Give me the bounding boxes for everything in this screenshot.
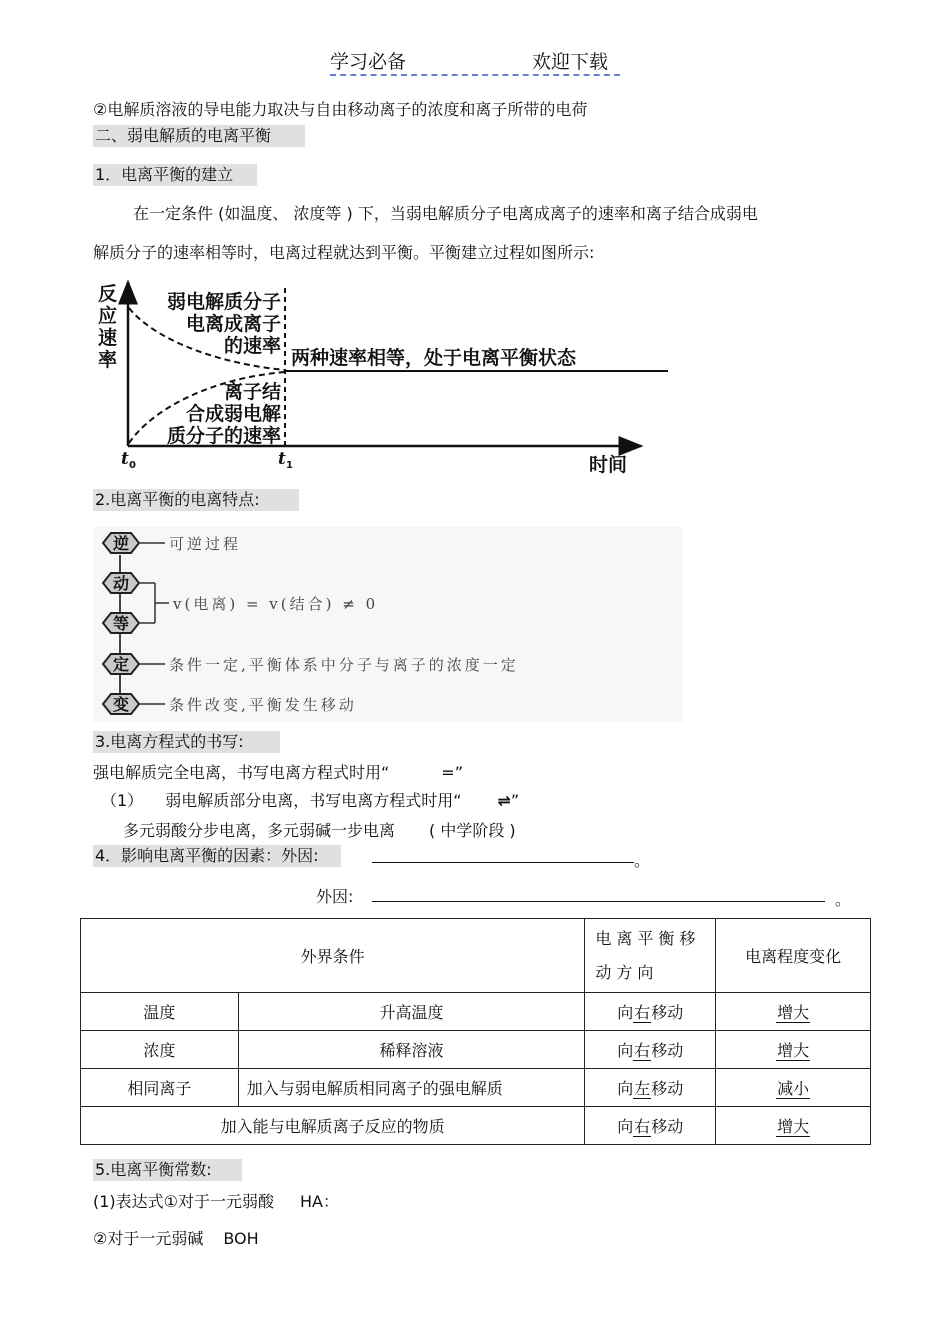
degree-value: 增大 <box>777 1041 810 1060</box>
row-category: 相同离子 <box>81 1069 239 1107</box>
header-degree: 电离程度变化 <box>716 919 871 993</box>
dir-prefix: 向 <box>617 1041 634 1060</box>
equilibrium-features-diagram <box>93 527 683 722</box>
x-axis-label: 时间 <box>589 454 628 476</box>
t0-subscript: 0 <box>129 460 136 471</box>
sub2-title <box>93 489 299 511</box>
sub2-title-text: 2.电离平衡的电离特点: <box>95 490 260 509</box>
dir-suffix: 移动 <box>651 1041 684 1060</box>
row-detail: 加入与弱电解质相同离子的强电解质 <box>238 1069 585 1107</box>
sub5-line1 <box>93 1189 339 1212</box>
y-label-4: 率 <box>98 349 118 371</box>
t1-label: t <box>278 449 286 469</box>
feature-ni-desc: 可逆过程 <box>169 535 242 553</box>
row-degree <box>716 993 871 1031</box>
row-direction <box>585 1031 716 1069</box>
section2-title <box>93 125 305 147</box>
feature-ding-desc: 条件一定,平衡体系中分子与离子的浓度一定 <box>169 656 519 674</box>
sub3-line1-text: 强电解质完全电离，书写电离方程式时用“ <box>93 763 390 782</box>
header-direction-line1: 电离平衡移 <box>595 928 701 948</box>
y-label-1: 反 <box>98 283 118 305</box>
dir-word: 左 <box>634 1079 651 1098</box>
header-left: 学习必备 <box>330 51 407 73</box>
rate-time-diagram <box>93 278 683 478</box>
feature-brace-desc: v(电离) = v(结合) ≠ 0 <box>173 595 379 613</box>
dir-word: 右 <box>634 1117 651 1136</box>
row-category: 温度 <box>81 993 239 1031</box>
table-row <box>81 993 871 1031</box>
header-condition: 外界条件 <box>81 919 585 993</box>
lower-label-2: 合成弱电解 <box>185 403 281 425</box>
sub4-title-text: 4．影响电离平衡的因素：外因: <box>95 846 319 865</box>
y-label-3: 速 <box>98 327 118 349</box>
sub5-title-text: 5.电离平衡常数: <box>95 1160 212 1179</box>
table-header-row <box>81 919 871 993</box>
section2-title-text: 二、弱电解质的电离平衡 <box>95 126 272 145</box>
row-direction <box>585 1107 716 1145</box>
conditions-table <box>80 918 871 1145</box>
sub1-title <box>93 164 257 186</box>
sub3-line2-text: 弱电解质部分电离，书写电离方程式时用“ <box>165 791 462 810</box>
dir-suffix: 移动 <box>651 1003 684 1022</box>
y-label-2: 应 <box>98 305 118 327</box>
sub1-para-line2: 解质分子的速率相等时，电离过程就达到平衡。平衡建立过程如图所示: <box>93 243 595 262</box>
sub3-line1 <box>93 760 463 783</box>
sub5-line2-text: ②对于一元弱碱 <box>93 1229 204 1248</box>
sub5-line1-formula: HA： <box>300 1192 339 1211</box>
row-detail: 加入能与电解质离子反应的物质 <box>81 1107 585 1145</box>
sub4-title <box>93 845 341 867</box>
row-degree <box>716 1031 871 1069</box>
dir-prefix: 向 <box>617 1117 634 1136</box>
dir-prefix: 向 <box>617 1079 634 1098</box>
row-detail: 稀释溶液 <box>238 1031 585 1069</box>
dir-suffix: 移动 <box>651 1117 684 1136</box>
header-dashed-underline <box>330 74 620 76</box>
hex-bian-text: 变 <box>112 695 130 714</box>
sub5-line1-text: (1)表达式①对于一元弱酸 <box>93 1192 275 1211</box>
degree-value: 增大 <box>777 1003 810 1022</box>
header-direction <box>585 919 716 993</box>
equals-symbol: = <box>441 763 455 782</box>
lower-label-1: 离子结 <box>223 381 281 403</box>
factors-blank-1 <box>372 862 634 863</box>
factors-end-1: 。 <box>634 851 651 870</box>
sub3-line3-note: ( 中学阶段 ) <box>429 821 516 840</box>
sub3-line2 <box>101 788 519 811</box>
upper-label-3: 的速率 <box>223 335 281 357</box>
reversible-arrow-icon: ⇌ <box>497 791 511 810</box>
sub3-line2-close-quote: ” <box>510 791 520 810</box>
intro-line: ②电解质溶液的导电能力取决与自由移动离子的浓度和离子所带的电荷 <box>93 100 588 119</box>
page-header <box>330 47 620 75</box>
upper-label-2: 电离成离子 <box>185 313 281 335</box>
sub3-line3-text: 多元弱酸分步电离，多元弱碱一步电离 <box>123 821 396 840</box>
factors-label-2: 外因: <box>316 887 354 906</box>
hex-ni-text: 逆 <box>112 534 130 553</box>
table-row <box>81 1069 871 1107</box>
sub1-para-line1: 在一定条件 (如温度、 浓度等 ) 下，当弱电解质分子电离成离子的速率和离子结合成弱电 <box>133 204 758 223</box>
dir-prefix: 向 <box>617 1003 634 1022</box>
factors-end-2: 。 <box>835 890 852 909</box>
row-category: 浓度 <box>81 1031 239 1069</box>
degree-value: 减小 <box>777 1079 810 1098</box>
sub3-line3 <box>123 818 516 841</box>
lower-label-3: 质分子的速率 <box>166 425 281 447</box>
table-row <box>81 1031 871 1069</box>
hex-ding-text: 定 <box>112 655 130 674</box>
sub3-line1-close-quote: ” <box>454 763 463 782</box>
factors-blank-2 <box>372 901 825 902</box>
sub5-line2 <box>93 1226 259 1249</box>
dir-suffix: 移动 <box>651 1079 684 1098</box>
header-right: 欢迎下载 <box>532 51 609 73</box>
sub1-title-text: 1．电离平衡的建立 <box>95 165 234 184</box>
sub5-title <box>93 1159 242 1181</box>
row-degree <box>716 1107 871 1145</box>
brace-connector <box>155 583 169 623</box>
sub3-line2-num: （1） <box>101 791 144 810</box>
row-degree <box>716 1069 871 1107</box>
dir-word: 右 <box>634 1041 651 1060</box>
row-direction <box>585 993 716 1031</box>
sub3-title <box>93 731 280 753</box>
sub3-title-text: 3.电离方程式的书写: <box>95 732 244 751</box>
hex-deng-text: 等 <box>112 614 130 633</box>
equilibrium-label: 两种速率相等，处于电离平衡状态 <box>291 347 577 369</box>
row-direction <box>585 1069 716 1107</box>
row-detail: 升高温度 <box>238 993 585 1031</box>
sub5-line2-formula: BOH <box>223 1229 259 1248</box>
upper-label-1: 弱电解质分子 <box>166 291 281 313</box>
header-direction-line2: 动方向 <box>595 962 659 982</box>
feature-bian-desc: 条件改变,平衡发生移动 <box>169 696 357 714</box>
dir-word: 右 <box>634 1003 651 1022</box>
t0-label: t <box>121 449 129 469</box>
t1-subscript: 1 <box>286 460 293 471</box>
table-row <box>81 1107 871 1145</box>
hex-dong-text: 动 <box>112 574 130 593</box>
degree-value: 增大 <box>777 1117 810 1136</box>
